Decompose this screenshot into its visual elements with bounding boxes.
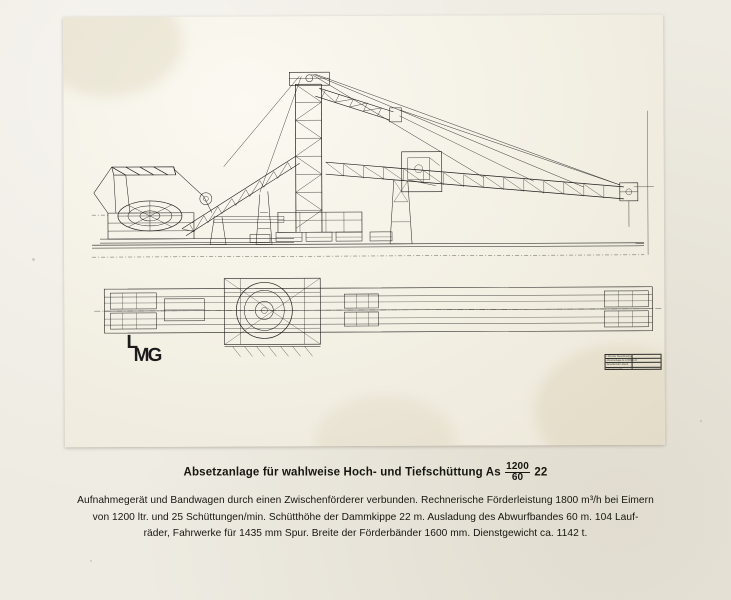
caption-block bbox=[50, 462, 681, 543]
drawing-title-block bbox=[605, 354, 662, 370]
photographic-plate bbox=[63, 15, 665, 448]
caption-line: räder, Fahrwerke für 1435 mm Spur. Breite der Förderbänder 1600 mm. Dienstgewicht ca. 1142 t. bbox=[143, 528, 588, 540]
monogram-letter-g: G bbox=[147, 344, 162, 366]
caption-title bbox=[50, 462, 681, 483]
caption-line: von 1200 ltr. und 25 Schüttungen/min. Schütthöhe der Dammkippe 22 m. Ausladung des Abwurfbandes 60 m. 104 Lauf- bbox=[92, 511, 639, 523]
title-block-row: Lübecker Maschinenbau bbox=[606, 355, 661, 359]
title-block-row: Gesellschaft Lübeck bbox=[606, 363, 661, 367]
caption-body bbox=[50, 493, 681, 543]
caption-line: Aufnahmegerät und Bandwagen durch einen Zwischenförderer verbunden. Rechnerische Förderleistung 1800 m³/h bei Eimern bbox=[77, 495, 654, 507]
page-speck bbox=[90, 560, 92, 562]
caption-title-suffix: 22 bbox=[534, 466, 548, 479]
monogram-letter-l: L bbox=[126, 331, 138, 354]
page-speck bbox=[32, 258, 35, 261]
title-block-row: Masstab 1:400 bbox=[606, 367, 661, 370]
lmg-monogram bbox=[126, 331, 168, 369]
fraction-denominator: 60 bbox=[511, 472, 524, 484]
title-block-row: Absetzanlage As 1200/60-22 bbox=[606, 359, 661, 363]
fraction-numerator: 1200 bbox=[506, 461, 529, 472]
caption-title-text: Absetzanlage für wahlweise Hoch- und Tiefschüttung As bbox=[183, 466, 501, 479]
monogram-letter-m: M bbox=[133, 344, 149, 367]
machine-elevation-drawing bbox=[63, 15, 665, 448]
capacity-fraction bbox=[505, 462, 530, 483]
title-block-divider bbox=[632, 355, 633, 369]
page-speck bbox=[700, 420, 702, 422]
